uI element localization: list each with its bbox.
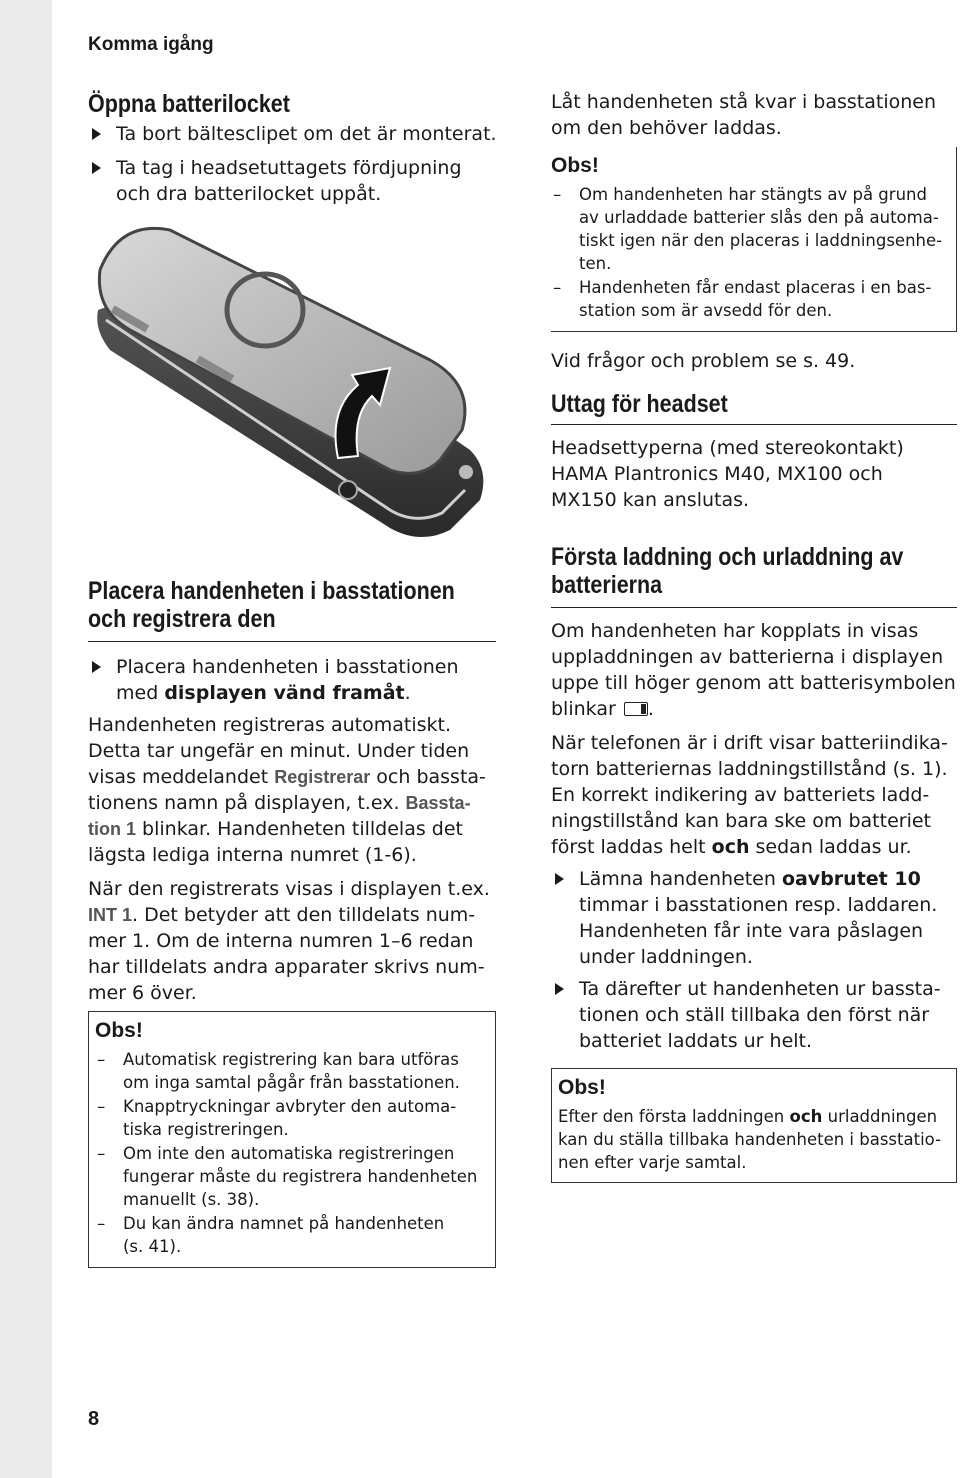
paragraph: Om handenheten har kopplats in visas uppladdningen av batterierna i displayen uppe till höger genom att batterisymbolen blinkar . — [551, 620, 956, 720]
note-item: – Om handenheten har stängts av på grund av urladdade batterier slås den på automa- tiskt igen när den placeras i laddningsenhe- ten. — [553, 185, 943, 273]
right-column — [551, 89, 957, 1183]
paragraph: Handenheten registreras automatiskt. Detta tar ungefär en minut. Under tiden visas meddelandet Registrerar och bassta- tionens namn på displayen, t.ex. Bassta- tion 1 blinkar. Handenheten tilldelas det lägsta lediga interna numret (1-6). — [88, 714, 486, 866]
faq-reference: Vid frågor och problem se s. 49. — [551, 350, 856, 372]
note-item: – Du kan ändra namnet på handenheten (s. 41). — [97, 1214, 445, 1256]
note-box: Obs! Efter den första laddningen och urladdningen kan du ställa tillbaka handenheten i basstatio- nen efter varje samtal. — [551, 1068, 957, 1183]
display-text: Bassta- — [405, 793, 471, 813]
step-item: Ta tag i headsetuttagets fördjupning och dra batterilocket uppåt. — [88, 155, 498, 207]
section-title-block: Första laddning och urladdning av batterierna — [551, 543, 957, 608]
display-text: Registrerar — [274, 767, 371, 787]
display-text: tion 1 — [88, 819, 136, 839]
arrow-bullet-icon — [555, 873, 564, 885]
paragraph: Låt handenheten stå kvar i basstationen om den behöver laddas. — [551, 91, 937, 139]
arrow-bullet-icon — [92, 128, 101, 140]
note-box: Obs! – Om handenheten har stängts av på grund av urladdade batterier slås den på automa- tiskt igen när den placeras i laddningsenhe- ten. – Handenheten får endast placeras i en bas- station som är avsedd för den. — [551, 147, 957, 332]
battery-icon — [624, 702, 648, 716]
section-register — [88, 577, 496, 1268]
chapter-title: Komma igång — [88, 34, 214, 55]
step-item: Ta bort bältesclipet om det är monterat. — [88, 121, 498, 147]
arrow-bullet-icon — [92, 661, 101, 673]
arrow-bullet-icon — [92, 162, 101, 174]
display-text: INT 1 — [88, 905, 133, 925]
note-item: – Automatisk registrering kan bara utföras om inga samtal pågår från basstationen. — [97, 1050, 460, 1092]
note-item: – Om inte den automatiska registreringen fungerar måste du registrera handenheten manuellt (s. 38). — [97, 1144, 478, 1209]
step-item: Ta därefter ut handenheten ur bassta- tionen och ställ tillbaka den först när batteriet laddats ur helt. — [551, 976, 957, 1054]
section-title-block: Placera handenheten i basstationen och registrera den — [88, 577, 496, 642]
arrow-bullet-icon — [555, 983, 564, 995]
section-title-block: Uttag för headset — [551, 390, 957, 425]
note-item: – Handenheten får endast placeras i en bas- station som är avsedd för den. — [553, 278, 932, 320]
section-title: Öppna batterilocket — [88, 90, 290, 118]
paragraph: När telefonen är i drift visar batteriindika- torn batteriernas laddningstillstånd (s. 1). En korrekt indikering av batteriets ladd- ningstillstånd kan bara ske om batteriet först laddas helt och sedan laddas ur. — [551, 732, 948, 858]
paragraph: Headsettyperna (med stereokontakt) HAMA Plantronics M40, MX100 och MX150 kan anslutas. — [551, 437, 904, 511]
note-item: – Knapptryckningar avbryter den automa- tiska registreringen. — [97, 1097, 457, 1139]
page-margin-bar — [0, 0, 52, 1478]
handset-battery-cover-illustration — [90, 210, 500, 550]
step-item: Lämna handenheten oavbrutet 10 timmar i basstationen resp. laddaren. Handenheten får inte vara påslagen under laddningen. — [551, 866, 957, 970]
section-battery-cover — [88, 90, 498, 207]
step-item: Placera handenheten i basstationen med displayen vänd framåt. — [88, 654, 496, 706]
paragraph: När den registrerats visas i displayen t.ex. INT 1. Det betyder att den tilldelats num- mer 1. Om de interna numren 1–6 redan har tilldelats andra apparater skrivs num- mer 6 över. — [88, 878, 490, 1004]
page-number: 8 — [88, 1408, 100, 1430]
note-box: Obs! – Automatisk registrering kan bara utföras om inga samtal pågår från basstationen. – Knapptryckningar avbryter den automa- tiska registreringen. – Om inte den automatiska registreringen fungerar måste du registrera handenheten manuellt (s. 38). – Du kan ändra namnet på handenheten (s. 41). — [88, 1011, 496, 1268]
